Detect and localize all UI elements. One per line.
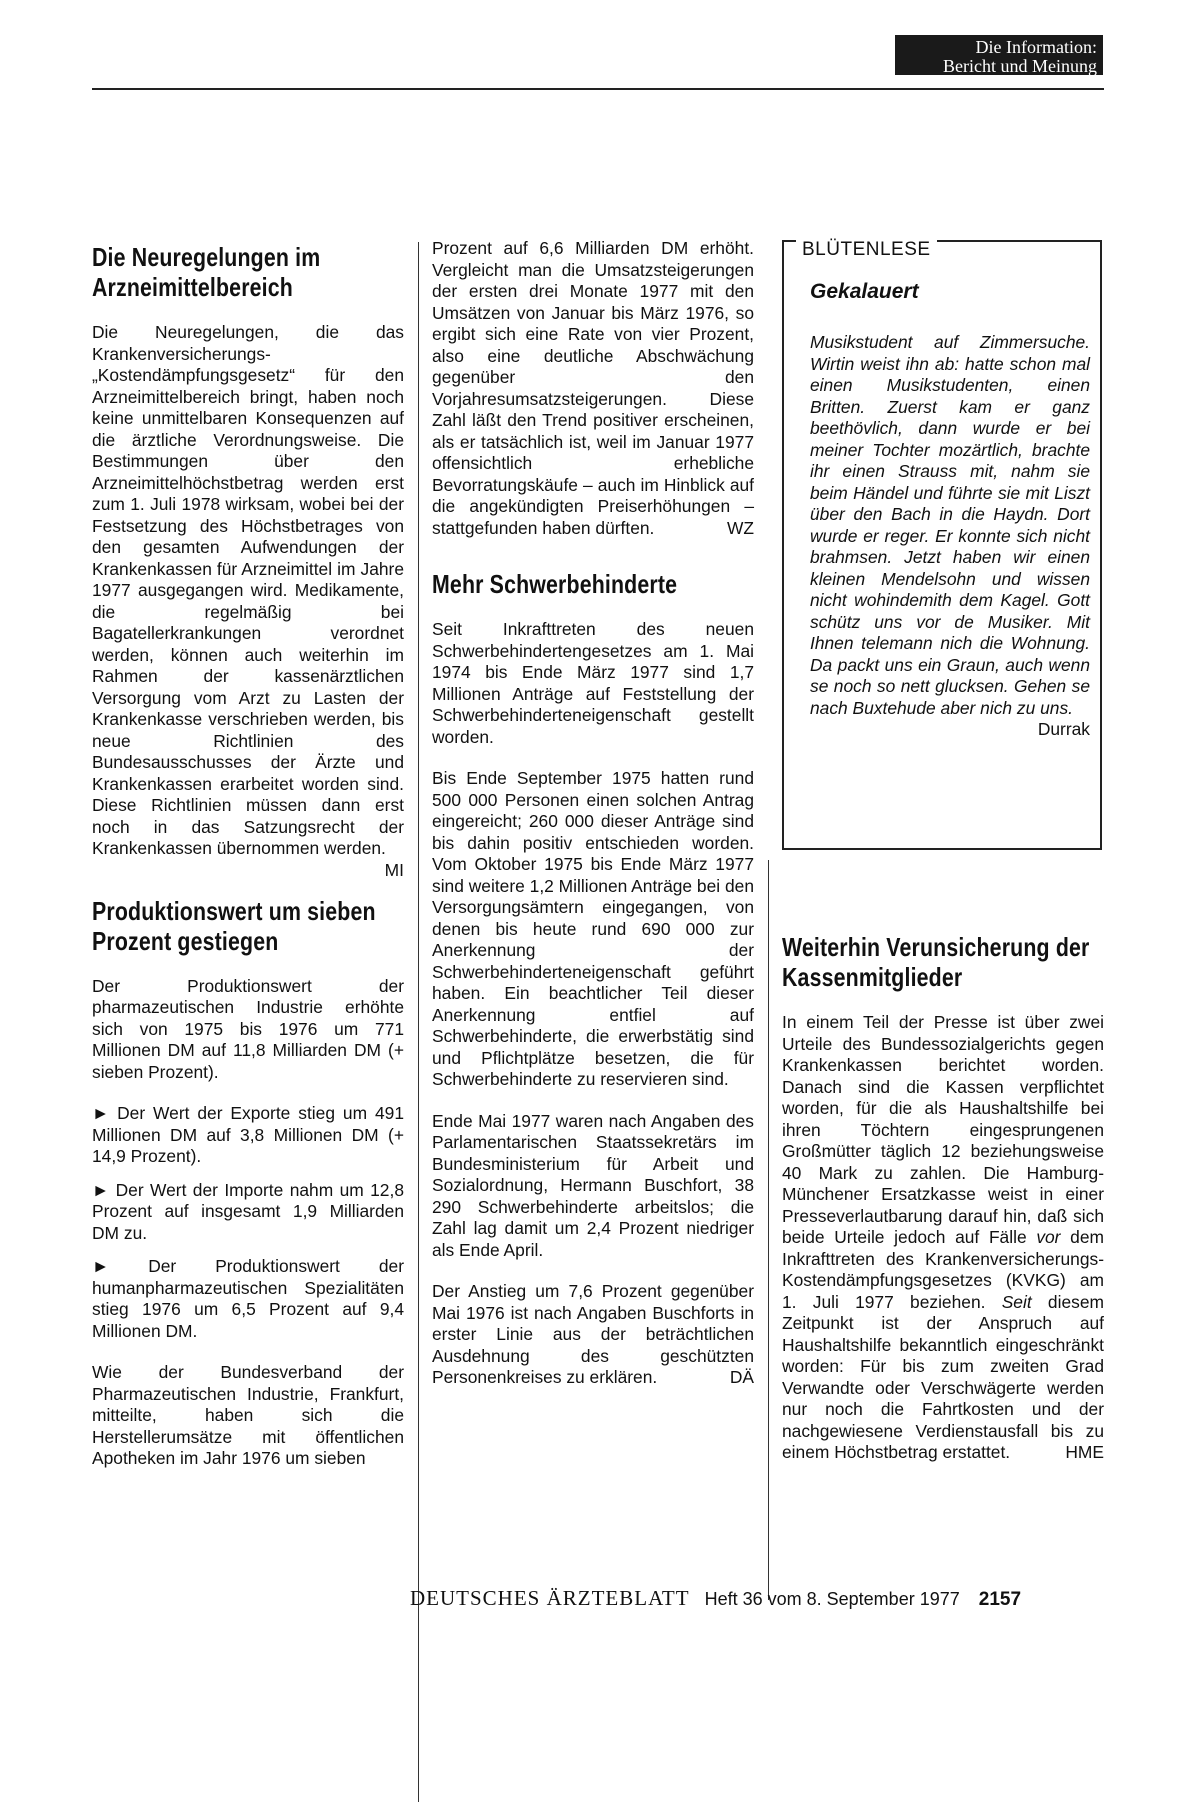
article1-body: Die Neuregelungen, die das Krankenversicherungs-„Kostendämpfungsgesetz“ für den Arzneimittelbereich bringt, haben noch keine unmittelbaren Konsequenzen auf die ärztliche Verordnungsweise. Die Bestimmungen über den Arzneimittelhöchstbetrag werden erst zum 1. Juli 1978 wirksam, wobei bei der Festsetzung des Höchstbetrages von den gesamten Aufwendungen der Krankenkassen für Arzneimittel im Jahre 1977 ausgegangen wird. Medikamente, die regelmäßig bei Bagatellerkrankungen verordnet werden, können auch weiterhin im Rahmen der kassenärztlichen Versorgung vom Arzt zu Lasten der Krankenkasse verschrieben werden, bis neue Richtlinien des Bundesausschusses der Ärzte und Krankenkassen erarbeitet worden sind. Diese Richtlinien müssen dann erst noch in das Satzungsrecht der Krankenkassen übernommen werden. MI: [92, 322, 404, 880]
issue-info: Heft 36 vom 8. September 1977: [704, 1589, 960, 1609]
article2-body: Wie der Bundesverband der Pharmazeutischen Industrie, Frankfurt, mitteilte, haben sich die Herstellerumsätze mit öffentlichen Apotheken im Jahr 1976 um sieben: [92, 1362, 404, 1468]
article3-p2: Bis Ende September 1975 hatten rund 500 000 Personen einen solchen Antrag eingereicht; 260 000 dieser Anträge sind bis dahin positiv entschieden worden. Vom Oktober 1975 bis Ende März 1977 sind weitere 1,2 Millionen Anträge bei den Versorgungsämtern eingegangen, von denen bis heute rund 690 000 zur Anerkennung der Schwerbehinderteneigenschaft geführt haben. Ein beachtlicher Teil dieser Anerkennung entfiel auf Schwerbehinderte, die erwerbstätig sind und Pflichtplätze besetzen, die für Schwerbehinderte zu reservieren sind.: [432, 768, 754, 1089]
section-tag: [895, 35, 1103, 75]
section-tag-line2: Bericht und Meinung: [943, 56, 1097, 76]
column-1: [92, 242, 404, 1490]
article3-title: Mehr Schwerbehinderte: [432, 569, 678, 599]
column-divider-2: [768, 860, 769, 1600]
article2-continued: Prozent auf 6,6 Milliarden DM erhöht. Vergleicht man die Umsatzsteigerungen der ersten drei Monate 1977 mit den Umsätzen von Januar bis März 1976, so ergibt sich eine Rate von vier Prozent, also eine deutliche Abschwächung gegenüber den Vorjahresumsatzsteigerungen. Diese Zahl läßt den Trend positiver erscheinen, als er tatsächlich ist, weil im Januar 1977 offensichtlich erhebliche Bevorratungskäufe – auch im Hinblick auf die angekündigten Preiserhöhungen – stattgefunden haben dürften. WZ: [432, 238, 754, 538]
box-signature: Durrak: [1037, 719, 1090, 739]
bluetenlese-box: [782, 240, 1102, 850]
article3-signature: DÄ: [729, 1367, 754, 1387]
box-text: Musikstudent auf Zimmersuche. Wirtin weist ihn ab: hatte schon mal einen Musikstudenten, einen Britten. Zuerst kam er ganz beethövlich, dann wurde er bei meiner Tochter mozärtlich, brachte ihr einen Strauss mit, nahm sie beim Händel und führte sie mit Liszt über den Bach in die Haydn. Dort wurde er reger. Er konnte sich nicht brahmsen. Jetzt haben wir einen kleinen Mendelsohn und wissen nicht wohindemith dem Kagel. Gott schütz uns vor de Musiker. Mit Ihnen telemann nich die Wohnung. Da packt uns ein Graun, auch wenn se noch so nett glucksen. Gehen se nach Buxtehude aber nich zu uns. Durrak: [810, 332, 1090, 739]
article3-p1: Seit Inkrafttreten des neuen Schwerbehindertengesetzes am 1. Mai 1974 bis Ende März 1977 sind 1,7 Millionen Anträge auf Feststellung der Schwerbehinderteneigenschaft gestellt worden.: [432, 619, 754, 747]
section-tag-line1: Die Information:: [975, 37, 1097, 57]
article2-intro: Der Produktionswert der pharmazeutischen Industrie erhöhte sich von 1975 bis 1976 um 771 Millionen DM auf 11,8 Milliarden DM (+ sieben Prozent).: [92, 975, 404, 1082]
article2-signature: WZ: [726, 517, 754, 538]
column-divider-1: [418, 242, 419, 1802]
article2-bullet-imports: ► Der Wert der Importe nahm um 12,8 Prozent auf insgesamt 1,9 Milliarden DM zu.: [92, 1179, 404, 1243]
article3-p4: Der Anstieg um 7,6 Prozent gegenüber Mai 1976 ist nach Angaben Buschforts in erster Linie aus der beträchtlichen Ausdehnung des geschützten Personenkreises zu erklären. DÄ: [432, 1281, 754, 1387]
box-label: BLÜTENLESE: [796, 240, 937, 260]
box-title: Gekalauert: [810, 280, 919, 303]
article2-title: Produktionswert um sieben Prozent gestiegen: [92, 895, 376, 956]
column-2: [432, 238, 754, 1409]
page-footer: [410, 1586, 1104, 1611]
article3-p3: Ende Mai 1977 waren nach Angaben des Parlamentarischen Staatssekretärs im Bundesministerium für Arbeit und Sozialordnung, Hermann Buschfort, 38 290 Schwerbehinderte arbeitslos; die Zahl lag damit um 2,4 Prozent niedriger als Ende April.: [432, 1110, 754, 1260]
article1-title: Die Neuregelungen im Arzneimittelbereich: [92, 242, 321, 302]
top-rule: [92, 88, 1104, 90]
page-number: 2157: [978, 1589, 1022, 1610]
article2-bullet-exports: ► Der Wert der Exporte stieg um 491 Millionen DM auf 3,8 Millionen DM (+ 14,9 Prozent).: [92, 1103, 404, 1166]
article2-bullet-specialties: ► Der Produktionswert der humanpharmazeutischen Spezialitäten stieg 1976 um 6,5 Prozent auf 9,4 Millionen DM.: [92, 1256, 404, 1341]
column-3: [782, 932, 1104, 1484]
article4-body: In einem Teil der Presse ist über zwei Urteile des Bundessozialgerichts gegen Krankenkassen berichtet worden. Danach sind die Kassen verpflichtet worden, für die als Haushaltshilfe bei ihren Töchtern eingesprungenen Großmütter täglich 12 beziehungsweise 40 Mark zu zahlen. Die Hamburg-Münchener Ersatzkasse weist in einer Presseverlautbarung darauf hin, daß sich beide Urteile jedoch auf Fälle vor dem Inkrafttreten des Krankenversicherungs-Kostendämpfungsgesetzes (KVKG) am 1. Juli 1977 beziehen. Seit diesem Zeitpunkt ist der Anspruch auf Haushaltshilfe bekanntlich eingeschränkt worden: Für bis zum zweiten Grad Verwandte oder Verschwägerte werden nur noch die Fahrtkosten und der nachgewiesene Verdienstausfall bis zu einem Höchstbetrag erstattet. HME: [782, 1012, 1104, 1462]
article4-title: Weiterhin Verunsicherung der Kassenmitglieder: [782, 932, 1090, 992]
article4-signature: HME: [1065, 1442, 1104, 1462]
article1-signature: MI: [384, 859, 404, 880]
journal-name: DEUTSCHES ÄRZTEBLATT: [410, 1586, 690, 1610]
